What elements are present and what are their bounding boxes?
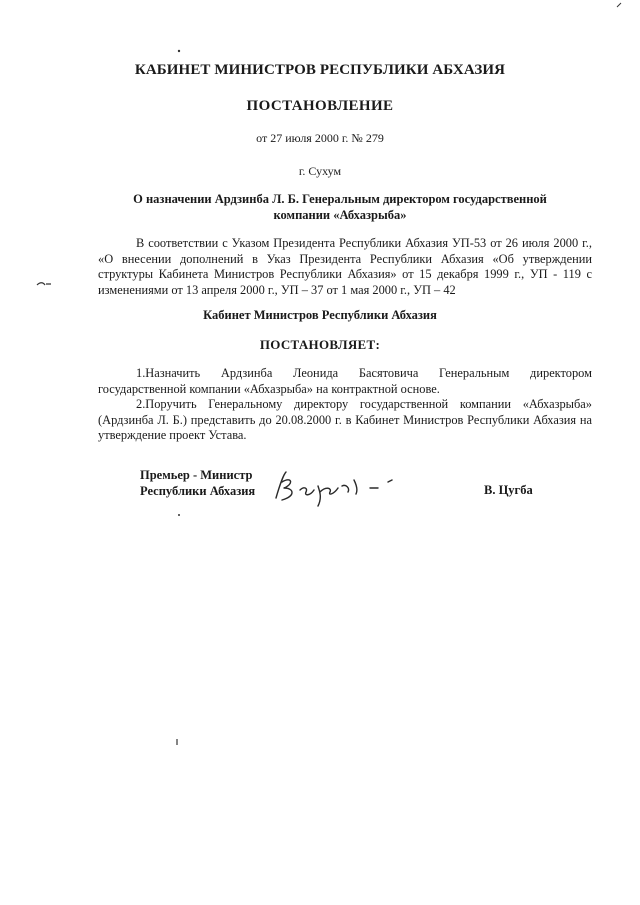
decree-subject <box>90 191 590 223</box>
scan-speck <box>174 738 180 746</box>
city-line: г. Сухум <box>298 164 342 178</box>
decree-title: ПОСТАНОВЛЕНИЕ <box>246 98 394 114</box>
scan-speck <box>616 2 622 8</box>
position-line-2: Республики Абхазия <box>140 484 256 498</box>
cabinet-header: КАБИНЕТ МИНИСТРОВ РЕСПУБЛИКИ АБХАЗИЯ <box>134 62 506 78</box>
subject-line-2: компании «Абхазрыба» <box>273 208 407 222</box>
signer-name: В. Цугба <box>484 483 533 497</box>
resolution-item-1: 1.Назначить Ардзинба Леонида Басятовича Генеральным директором государственной компании «Абхазрыба» на контрактной основе. <box>98 366 592 396</box>
scan-speck <box>176 512 182 518</box>
basis-paragraph: В соответствии с Указом Президента Республики Абхазия УП-53 от 26 июля 2000 г., «О внесении дополнений в Указ Президента Республики Абхазия «Об утверждении структуры Кабинета Министров Республики Абхазия» от 15 декабря 1999 г., УП - 119 с изменениями от 13 апреля 2000 г., УП – 37 от 1 мая 2000 г., УП – 42 <box>98 236 592 297</box>
resolution-item-2: 2.Поручить Генеральному директору государственной компании «Абхазрыба» (Ардзинба Л. Б.) представить до 20.08.2000 г. в Кабинет Министров Республики Абхазия на утверждение проект Устава. <box>98 397 592 443</box>
cabinet-line: Кабинет Министров Республики Абхазия <box>203 308 437 322</box>
scan-speck <box>176 48 182 54</box>
signatory-position <box>140 467 255 499</box>
decree-date: от 27 июля 2000 г. № 279 <box>256 131 384 145</box>
position-line-1: Премьер - Министр <box>140 468 253 482</box>
subject-line-1: О назначении Ардзинба Л. Б. Генеральным директором государственной <box>133 192 547 206</box>
resolves-heading: ПОСТАНОВЛЯЕТ: <box>259 337 381 352</box>
scan-mark <box>36 280 52 288</box>
handwritten-signature <box>270 462 420 512</box>
